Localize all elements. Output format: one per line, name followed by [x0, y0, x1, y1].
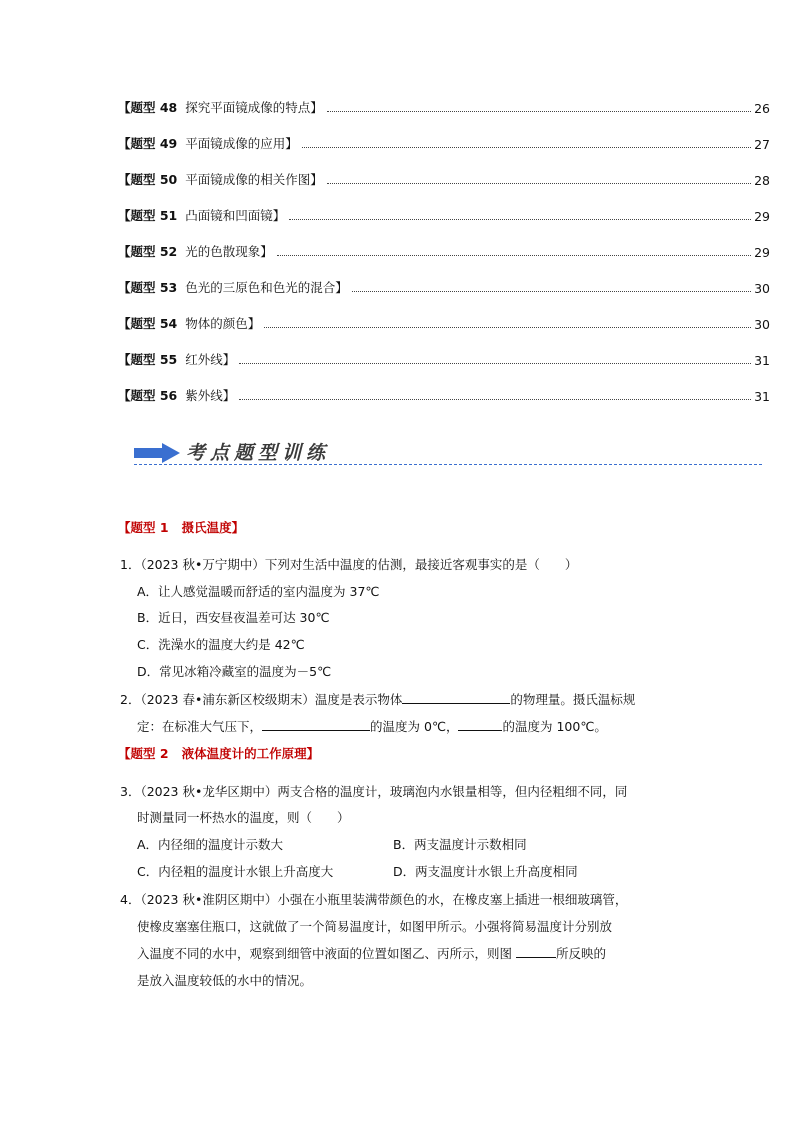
toc-page-number: 28	[754, 173, 770, 188]
toc-prefix: 【题型 49	[118, 136, 178, 151]
answer-blank[interactable]	[458, 718, 502, 731]
toc-entry[interactable]	[118, 96, 770, 116]
question-stem-continued: 时测量同一杯热水的温度，则（ ）	[137, 810, 350, 825]
section-title: 摄氏温度】	[181, 520, 245, 535]
toc-title: 色光的三原色和色光的混合】	[185, 280, 348, 295]
toc-leader-dots	[264, 327, 751, 328]
toc-leader-dots	[302, 147, 751, 148]
toc-leader-dots	[239, 399, 751, 400]
banner-divider	[134, 464, 762, 465]
toc-prefix: 【题型 51	[118, 208, 178, 223]
toc-entry[interactable]	[118, 132, 770, 152]
section-label: 【题型 1	[118, 520, 169, 535]
toc-title: 平面镜成像的应用】	[185, 136, 298, 151]
option-a[interactable]: A．让人感觉温暖而舒适的室内温度为 37℃	[137, 584, 380, 599]
section-title: 液体温度计的工作原理】	[181, 746, 320, 761]
question-stem-continued: 入温度不同的水中，观察到细管中液面的位置如图乙、丙所示，则图 所反映的	[137, 946, 606, 961]
toc-entry[interactable]	[118, 348, 770, 368]
toc-leader-dots	[239, 363, 751, 364]
toc-page-number: 31	[754, 389, 770, 404]
toc-page-number: 27	[754, 137, 770, 152]
toc-prefix: 【题型 50	[118, 172, 178, 187]
toc-entry[interactable]	[118, 240, 770, 260]
question-stem: 1．（2023 秋•万宁期中）下列对生活中温度的估测，最接近客观事实的是（ ）	[120, 557, 578, 572]
question-stem-continued: 是放入温度较低的水中的情况。	[137, 973, 313, 988]
answer-blank[interactable]	[516, 945, 556, 958]
option-d[interactable]: D．常见冰箱冷藏室的温度为－5℃	[137, 664, 332, 679]
toc-entry[interactable]	[118, 312, 770, 332]
toc-prefix: 【题型 52	[118, 244, 178, 259]
toc-prefix: 【题型 48	[118, 100, 178, 115]
toc-title: 凸面镜和凹面镜】	[185, 208, 286, 223]
toc-entry[interactable]	[118, 384, 770, 404]
option-c[interactable]: C．洗澡水的温度大约是 42℃	[137, 637, 305, 652]
toc-page-number: 26	[754, 101, 770, 116]
arrow-right-icon	[134, 443, 180, 463]
toc-prefix: 【题型 53	[118, 280, 178, 295]
section-heading	[118, 518, 244, 536]
option-b[interactable]: B．两支温度计示数相同	[393, 837, 527, 852]
question-stem-continued: 定：在标准大气压下， 的温度为 0℃， 的温度为 100℃。	[137, 719, 607, 734]
toc-page-number: 30	[754, 317, 770, 332]
toc-title: 红外线】	[185, 352, 236, 367]
toc-prefix: 【题型 55	[118, 352, 178, 367]
toc-entry[interactable]	[118, 204, 770, 224]
toc-title: 探究平面镜成像的特点】	[185, 100, 323, 115]
question-stem: 4．（2023 秋•淮阴区期中）小强在小瓶里装满带颜色的水，在橡皮塞上插进一根细玻璃管，	[120, 892, 628, 907]
option-b[interactable]: B．近日，西安昼夜温差可达 30℃	[137, 610, 330, 625]
toc-title: 紫外线】	[185, 388, 236, 403]
toc-leader-dots	[327, 111, 751, 112]
toc-prefix: 【题型 56	[118, 388, 178, 403]
toc-title: 物体的颜色】	[185, 316, 261, 331]
toc-leader-dots	[289, 219, 751, 220]
toc-entry[interactable]	[118, 276, 770, 296]
option-d[interactable]: D．两支温度计水银上升高度相同	[393, 864, 578, 879]
toc-leader-dots	[352, 291, 751, 292]
toc-leader-dots	[277, 255, 751, 256]
toc-page-number: 30	[754, 281, 770, 296]
toc-page-number: 29	[754, 245, 770, 260]
option-a[interactable]: A．内径细的温度计示数大	[137, 837, 284, 852]
toc-title: 平面镜成像的相关作图】	[185, 172, 323, 187]
question-stem-continued: 使橡皮塞塞住瓶口，这就做了一个简易温度计，如图甲所示。小强将简易温度计分别放	[137, 919, 613, 934]
question-stem: 2．（2023 春•浦东新区校级期末）温度是表示物体 的物理量。摄氏温标规	[120, 692, 636, 707]
toc-page-number: 29	[754, 209, 770, 224]
toc-entry[interactable]	[118, 168, 770, 188]
section-label: 【题型 2	[118, 746, 169, 761]
answer-blank[interactable]	[262, 718, 370, 731]
toc-page-number: 31	[754, 353, 770, 368]
toc-prefix: 【题型 54	[118, 316, 178, 331]
banner-title: 考点题型训练	[186, 442, 331, 464]
toc-leader-dots	[327, 183, 751, 184]
section-heading	[118, 744, 319, 762]
section-banner	[134, 436, 762, 468]
question-stem: 3．（2023 秋•龙华区期中）两支合格的温度计，玻璃泡内水银量相等，但内径粗细不同，同	[120, 784, 628, 799]
option-c[interactable]: C．内径粗的温度计水银上升高度大	[137, 864, 334, 879]
answer-blank[interactable]	[402, 691, 510, 704]
toc-title: 光的色散现象】	[185, 244, 273, 259]
